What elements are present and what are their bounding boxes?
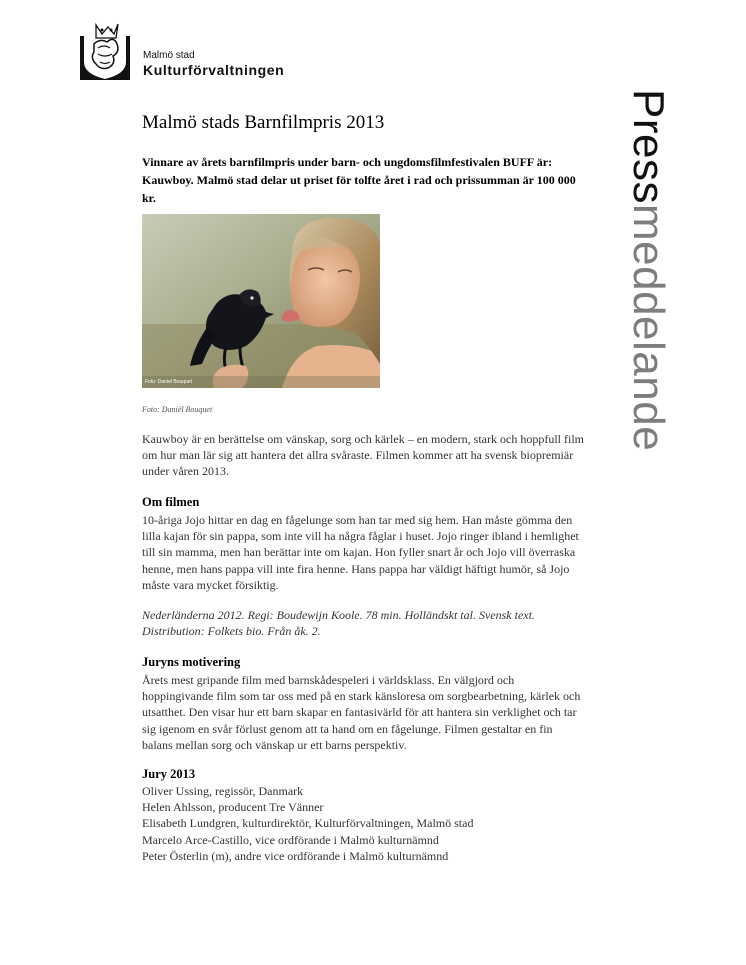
lead-paragraph: Vinnare av årets barnfilmpris under barn- och ungdomsfilmfestivalen BUFF är: Kauwboy. Malmö stad delar ut priset för tolfte året i rad och prissumman är 100 000 kr. [142,155,576,205]
vertical-word-meddelande: meddelande [624,203,673,452]
jury-heading: Jury 2013 [142,767,196,781]
vertical-word-press: Press [624,89,673,204]
jury-member: Oliver Ussing, regissör, Danmark [142,784,304,798]
pressmeddelande-vertical-label [604,89,684,489]
org-city-label: Malmö stad [143,50,195,61]
jury-member: Marcelo Arce-Castillo, vice ordförande i Malmö kulturnämnd [142,832,439,847]
about-paragraph: 10-åriga Jojo hittar en dag en fågelunge som han tar med sig hem. Han måste gömma den lilla kajan för sin pappa, som inte vill ha några fåglar i huset. Jojo ringer ibland i hemlighet till sin mamma, men han berättar inte om kajan. Hon fyller snart år och Jojo vill överraska henne, men hans pappa vill inte fira henne. Hans pappa har väldigt häftigt humör, så Jojo måste vara mycket försiktig. [142,513,579,592]
photo-caption: Foto: Daniël Bouquet [142,405,213,414]
jury-member: Helen Ahlsson, producent Tre Vänner [142,800,324,815]
malmo-coat-of-arms-logo [80,22,130,80]
about-heading: Om filmen [142,495,200,509]
photo-credit-overlay: Foto: Daniel Bouquet [145,379,192,385]
film-info: Nederländerna 2012. Regi: Boudewijn Koole. 78 min. Holländskt tal. Svensk text. Distribution: Folkets bio. Från åk. 2. [142,608,535,639]
kauwboy-photo [142,214,380,388]
motivation-heading: Juryns motivering [142,655,241,669]
jury-list [142,783,584,864]
motivation-paragraph: Årets mest gripande film med barnskådespeleri i världsklass. En välgjord och hoppingivande film som tar oss med på en stark känsloresa om sorgbearbetning, kärlek och utsatthet. Den visar hur ett barn skapar en fantasivärld för att hantera sin verklighet och tar sig igenom en svår förlust genom att ta hand om en fågelunge. Filmen gestaltar en fin balans mellan sorg och vänskap ur ett barns perspektiv. [142,673,581,752]
intro-paragraph: Kauwboy är en berättelse om vänskap, sorg och kärlek – en modern, stark och hoppfull film om hur man lär sig att hantera det allra svåraste. Filmen kommer att ha svensk biopremiär under våren 2013. [142,432,584,479]
jury-member: Peter Österlin (m), andre vice ordförande i Malmö kulturnämnd [142,848,449,863]
jury-member: Elisabeth Lundgren, kulturdirektör, Kulturförvaltningen, Malmö stad [142,816,474,831]
org-department-label: Kulturförvaltningen [143,62,285,78]
page-title: Malmö stads Barnfilmpris 2013 [142,112,385,133]
